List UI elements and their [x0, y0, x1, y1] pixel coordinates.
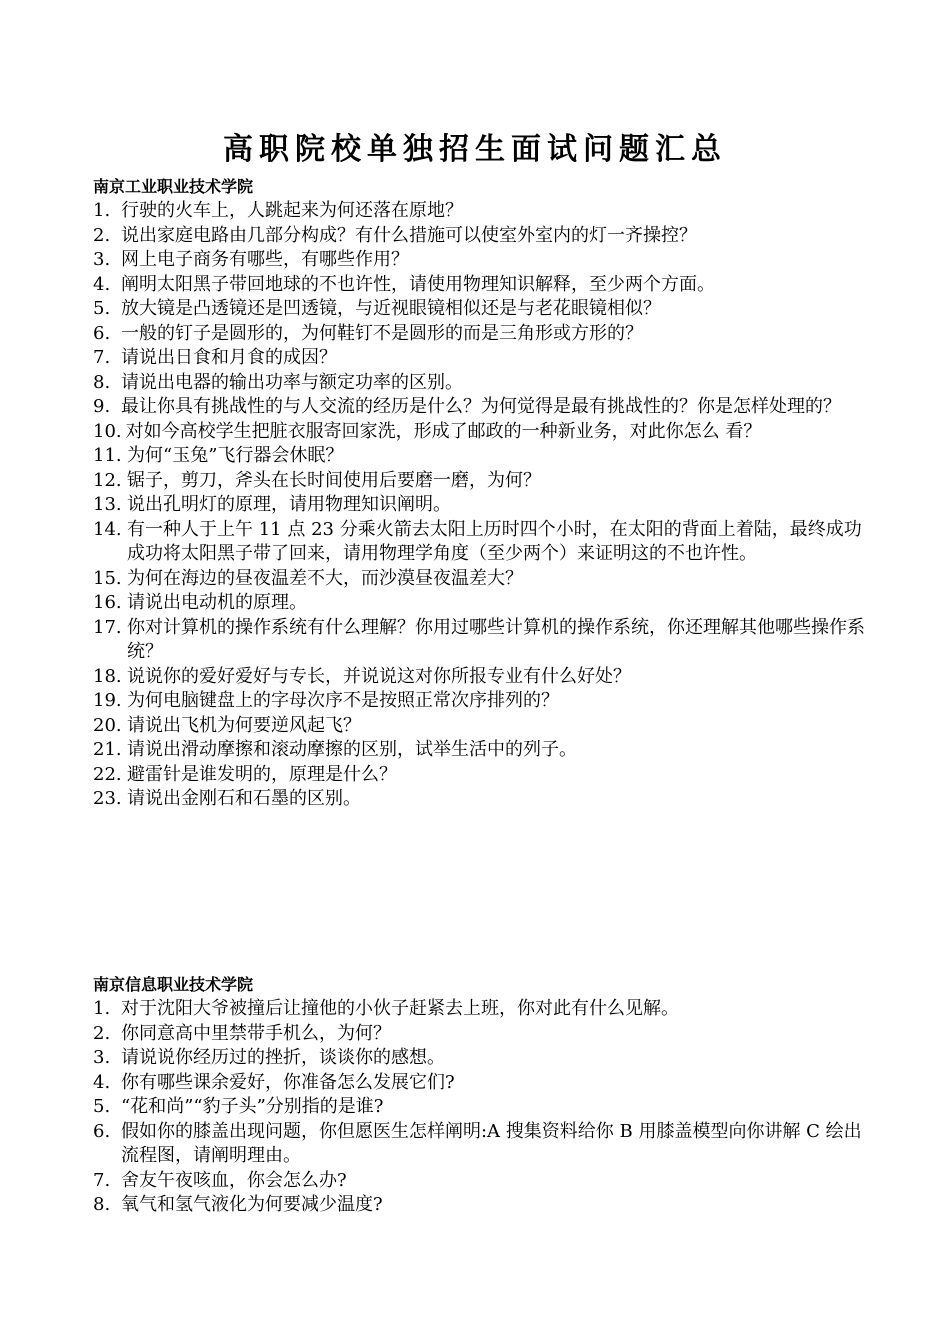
question-item	[93, 420, 873, 445]
question-text: 假如你的膝盖出现问题，你但愿医生怎样阐明:A 搜集资料给你 B 用膝盖模型向你讲解 C 绘出流程图，请阐明理由。	[121, 1120, 862, 1166]
question-number: 20.	[93, 714, 122, 736]
question-number: 7.	[93, 347, 111, 368]
question-item	[93, 273, 873, 298]
question-number: 1.	[93, 200, 111, 221]
question-number: 6.	[93, 1120, 111, 1142]
question-item	[93, 591, 873, 616]
section-heading: 南京信息职业技术学院	[93, 975, 254, 994]
question-item	[93, 493, 873, 518]
question-number: 15.	[93, 567, 122, 589]
question-item	[93, 224, 873, 249]
question-item	[93, 1120, 873, 1169]
question-item	[93, 322, 873, 347]
question-text: 为何电脑键盘上的字母次序不是按照正常次序排列的？	[127, 690, 559, 711]
question-text: 为何在海边的昼夜温差不大，而沙漠昼夜温差大？	[127, 567, 523, 589]
question-item	[93, 997, 873, 1022]
question-text: 最让你具有挑战性的与人交流的经历是什么？为何觉得是最有挑战性的？你是怎样处理的？	[121, 396, 841, 417]
question-number: 14.	[93, 518, 122, 540]
question-item	[93, 518, 873, 567]
question-number: 9.	[93, 396, 111, 417]
question-text: 请说出电器的输出功率与额定功率的区别。	[121, 371, 463, 393]
question-number: 5.	[93, 1096, 111, 1117]
question-text: 锯子，剪刀，斧头在长时间使用后要磨一磨，为何？	[127, 469, 541, 491]
question-number: 5.	[93, 298, 111, 319]
question-text: 请说出日食和月食的成因？	[121, 347, 337, 368]
question-number: 11.	[93, 445, 122, 466]
question-text: 请说说你经历过的挫折，谈谈你的感想。	[121, 1047, 445, 1068]
question-text: 请说出电动机的原理。	[127, 592, 307, 613]
question-text: 行驶的火车上，人跳起来为何还落在原地？	[121, 200, 463, 221]
question-item	[93, 1071, 873, 1096]
question-item	[93, 714, 873, 739]
question-item	[93, 199, 873, 224]
question-number: 23.	[93, 788, 122, 809]
question-text: 说出孔明灯的原理，请用物理知识阐明。	[127, 494, 451, 515]
question-text: 请说出滑动摩擦和滚动摩擦的区别，试举生活中的列子。	[127, 739, 577, 760]
question-item	[93, 738, 873, 763]
question-number: 3.	[93, 1047, 111, 1068]
question-number: 12.	[93, 469, 122, 491]
question-item	[93, 395, 873, 420]
question-list	[93, 199, 873, 812]
question-number: 21.	[93, 739, 122, 760]
question-item	[93, 248, 873, 273]
question-number: 18.	[93, 665, 122, 687]
question-number: 6.	[93, 322, 111, 344]
section-heading: 南京工业职业技术学院	[93, 177, 254, 196]
question-item	[93, 1193, 873, 1218]
question-item	[93, 1022, 873, 1047]
question-number: 13.	[93, 494, 122, 515]
question-text: 请说出飞机为何要逆风起飞？	[127, 714, 361, 736]
question-text: 你有哪些课余爱好，你准备怎么发展它们?	[121, 1071, 455, 1093]
question-number: 2.	[93, 224, 111, 246]
question-list	[93, 997, 873, 1218]
question-text: 请说出金刚石和石墨的区别。	[127, 788, 361, 809]
question-item	[93, 469, 873, 494]
question-text: 氧气和氢气液化为何要减少温度?	[121, 1194, 383, 1215]
question-number: 2.	[93, 1022, 111, 1044]
question-number: 4.	[93, 273, 111, 295]
question-text: 对于沈阳大爷被撞后让撞他的小伙子赶紧去上班，你对此有什么见解。	[121, 998, 679, 1019]
question-text: 为何“玉兔”飞行器会休眠？	[127, 445, 344, 466]
question-item	[93, 665, 873, 690]
question-item	[93, 787, 873, 812]
question-number: 10.	[93, 420, 122, 442]
question-number: 22.	[93, 763, 122, 785]
question-text: 舍友午夜咳血，你会怎么办?	[121, 1169, 347, 1191]
question-text: 避雷针是谁发明的，原理是什么？	[127, 763, 397, 785]
question-item	[93, 1046, 873, 1071]
question-number: 1.	[93, 998, 111, 1019]
question-text: 说说你的爱好爱好与专长，并说说这对你所报专业有什么好处？	[127, 665, 631, 687]
question-text: 一般的钉子是圆形的，为何鞋钉不是圆形的而是三角形或方形的？	[121, 322, 643, 344]
question-text: 对如今高校学生把脏衣服寄回家洗，形成了邮政的一种新业务，对此你怎么 看？	[125, 420, 762, 442]
question-text: 说出家庭电路由几部分构成？有什么措施可以使室外室内的灯一齐操控？	[121, 224, 697, 246]
question-text: 放大镜是凸透镜还是凹透镜，与近视眼镜相似还是与老花眼镜相似？	[121, 298, 661, 319]
question-text: 有一种人于上午 11 点 23 分乘火箭去太阳上历时四个小时，在太阳的背面上着陆，最终成功成功将太阳黑子带了回来，请用物理学角度（至少两个）来证明这的不也许性。	[127, 518, 862, 564]
question-text: 网上电子商务有哪些，有哪些作用？	[121, 249, 409, 270]
question-item	[93, 297, 873, 322]
question-text: 你同意高中里禁带手机么，为何？	[121, 1022, 391, 1044]
question-item	[93, 444, 873, 469]
section-nanjing-information	[93, 973, 873, 1218]
question-number: 7.	[93, 1169, 111, 1191]
section-nanjing-industrial	[93, 175, 873, 812]
question-number: 3.	[93, 249, 111, 270]
question-number: 16.	[93, 592, 122, 613]
question-text: 你对计算机的操作系统有什么理解？你用过哪些计算机的操作系统，你还理解其他哪些操作系统？	[127, 616, 865, 662]
question-number: 8.	[93, 371, 111, 393]
question-text: “花和尚”“豹子头”分别指的是谁?	[121, 1096, 384, 1117]
question-item	[93, 1169, 873, 1194]
question-number: 17.	[93, 616, 122, 638]
question-item	[93, 763, 873, 788]
question-item	[93, 567, 873, 592]
question-text: 阐明太阳黑子带回地球的不也许性，请使用物理知识解释，至少两个方面。	[121, 273, 715, 295]
question-number: 19.	[93, 690, 122, 711]
document-title: 高职院校单独招生面试问题汇总	[223, 132, 727, 167]
question-item	[93, 689, 873, 714]
question-number: 8.	[93, 1194, 111, 1215]
question-item	[93, 371, 873, 396]
question-item	[93, 346, 873, 371]
question-item	[93, 616, 873, 665]
question-item	[93, 1095, 873, 1120]
question-number: 4.	[93, 1071, 111, 1093]
